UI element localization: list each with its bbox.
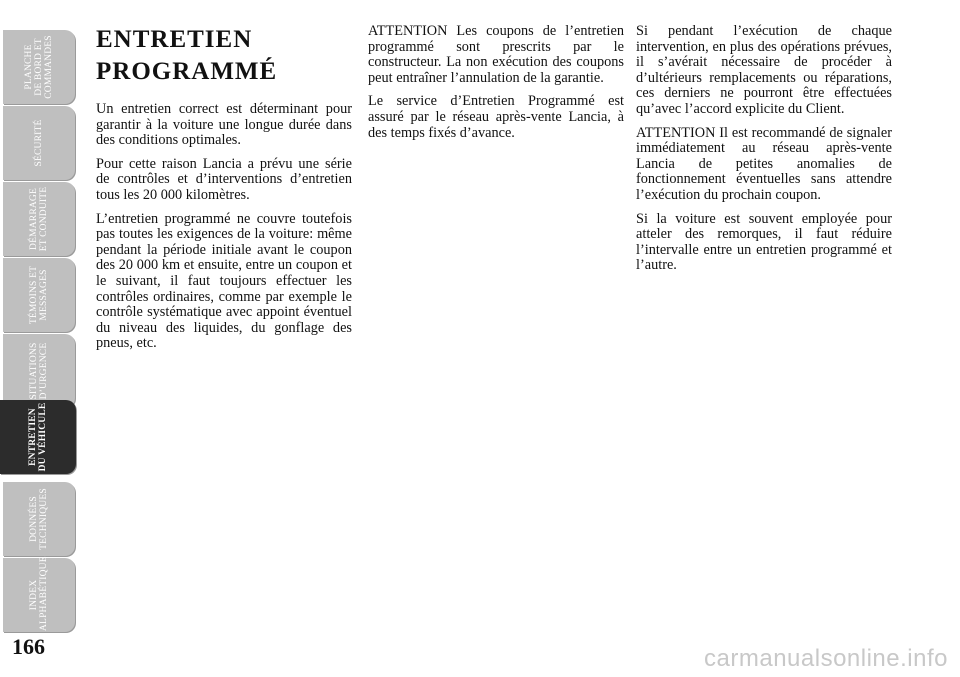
paragraph: Le service d’Entretien Programmé est assuré par le réseau après-vente Lancia, à des temps fixés d’avance. xyxy=(368,93,624,141)
tab-label: SÉCURITÉ xyxy=(34,119,44,167)
tab-label: SITUATIONS D’URGENCE xyxy=(29,342,49,400)
watermark: carmanualsonline.info xyxy=(704,645,948,672)
tab-entretien-active[interactable] xyxy=(0,400,76,474)
column-2 xyxy=(368,24,624,149)
tab-temoins[interactable] xyxy=(3,258,75,332)
paragraph: Si pendant l’exécution de chaque intervention, en plus des opérations prévues, il s’avérait nécessaire de procéder à d’ultérieurs remplacements ou réparations, ces derniers ne pourront être effectuées qu’avec l’accord explicite du Client. xyxy=(636,23,892,117)
paragraph: L’entretien programmé ne couvre toutefois pas toutes les exigences de la voiture: même pendant la période initiale avant le coupon des 20 000 km et ensuite, entre un coupon et le suivant, il faut toujours effectuer les contrôles ordinaires, comme par exemple le contrôle systématique avec appoint éventuel du niveau des liquides, du gonflage des pneus, etc. xyxy=(96,210,352,352)
tab-index[interactable] xyxy=(3,558,75,632)
tab-label: INDEX ALPHABÉTIQUE xyxy=(29,556,49,631)
tab-label: DONNÉES TECHNIQUES xyxy=(29,488,49,550)
paragraph: Pour cette raison Lancia a prévu une série de contrôles et d’interventions d’entretien tous les 20 000 kilomètres. xyxy=(96,155,352,203)
tab-situations-urgence[interactable] xyxy=(3,334,75,408)
chapter-sidebar xyxy=(0,0,86,677)
paragraph: Si la voiture est souvent employée pour atteler des remorques, il faut réduire l’intervalle entre un entretien programmé et l’autre. xyxy=(636,210,892,274)
column-1 xyxy=(96,24,352,360)
warning-paragraph: ATTENTION Les coupons de l’entretien programmé sont prescrits par le constructeur. La non exécution des coupons peut entraîner l’annulation de la garantie. xyxy=(368,23,624,86)
tab-demarrage[interactable] xyxy=(3,182,75,256)
tab-donnees-techniques[interactable] xyxy=(3,482,75,556)
tab-planche-de-bord[interactable] xyxy=(3,30,75,104)
warning-paragraph: ATTENTION Il est recommandé de signaler immédiatement au réseau après-vente Lancia de petites anomalies de fonctionnement éventuelles sans attendre l’exécution du prochain coupon. xyxy=(636,124,892,203)
tab-label: TÉMOINS ET MESSAGES xyxy=(29,265,49,325)
tab-label: ENTRETIEN DU VÉHICULE xyxy=(28,402,48,472)
page-number: 166 xyxy=(12,634,45,659)
tab-label: PLANCHE DE BORD ET COMMANDES xyxy=(24,35,54,99)
tab-securite[interactable] xyxy=(3,106,75,180)
column-3 xyxy=(636,24,892,282)
tab-label: DÉMARRAGE ET CONDUITE xyxy=(29,186,49,252)
paragraph: Un entretien correct est déterminant pour garantir à la voiture une longue durée dans des conditions optimales. xyxy=(96,101,352,149)
page-title: ENTRETIEN PROGRAMMÉ xyxy=(96,26,278,85)
